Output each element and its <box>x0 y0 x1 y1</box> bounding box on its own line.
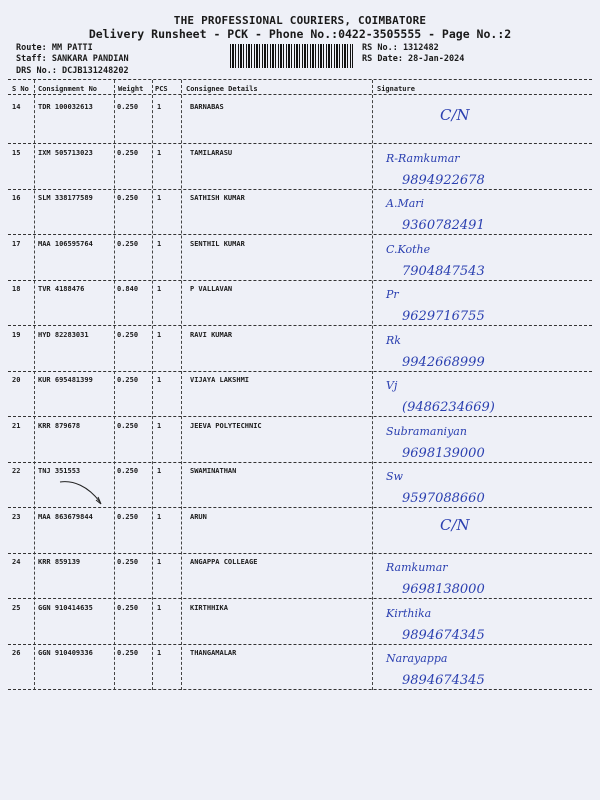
row-weight: 0.250 <box>117 512 139 521</box>
route-label: Route: MM PATTI <box>16 43 93 53</box>
row-consignment-no: TNJ 351553 <box>38 467 81 475</box>
row-consignment-no: TVR 4188476 <box>38 285 85 293</box>
table-row <box>0 644 600 690</box>
signature-phone-handwriting: 9942668999 <box>402 354 485 370</box>
rs-date: RS Date: 28-Jan-2024 <box>362 54 465 64</box>
row-weight: 0.250 <box>117 467 139 475</box>
signature-phone-handwriting: 9698138000 <box>402 582 485 597</box>
col-header-consignment: Consignment No <box>38 85 98 93</box>
row-sno: 23 <box>12 512 21 521</box>
row-consignment-no: KUR 695481399 <box>38 376 93 384</box>
row-sno: 18 <box>12 285 21 293</box>
row-consignee: ANGAPPA COLLEAGE <box>190 558 258 566</box>
signature-phone-handwriting: (9486234669) <box>402 400 495 415</box>
row-signature <box>378 144 593 190</box>
header-top-rule <box>8 79 592 80</box>
row-pcs: 1 <box>157 421 162 430</box>
row-pcs: 1 <box>157 376 162 384</box>
row-sno: 15 <box>12 148 21 157</box>
row-pcs: 1 <box>157 649 162 657</box>
row-sno: 21 <box>12 421 21 430</box>
table-row <box>0 553 600 599</box>
barcode <box>230 44 353 68</box>
row-sno: 16 <box>12 194 21 202</box>
table-row <box>0 235 600 281</box>
row-signature <box>378 98 593 144</box>
col-header-consignee: Consignee Details <box>186 85 258 93</box>
row-consignee: JEEVA POLYTECHNIC <box>190 421 262 430</box>
row-consignment-no: GGN 910414635 <box>38 603 93 612</box>
signature-name-handwriting: Kirthika <box>386 606 432 620</box>
row-weight: 0.250 <box>117 649 139 657</box>
row-consignee: VIJAYA LAKSHMI <box>190 376 250 384</box>
signature-phone-handwriting: 7904847543 <box>402 263 485 279</box>
signature-phone-handwriting: 9894674345 <box>402 627 485 643</box>
row-pcs: 1 <box>157 603 162 612</box>
table-row <box>0 326 600 372</box>
signature-name-handwriting: Sw <box>386 470 403 483</box>
col-header-signature: Signature <box>377 85 415 93</box>
row-weight: 0.250 <box>117 194 139 202</box>
signature-phone-handwriting: 9360782491 <box>402 218 485 233</box>
row-sno: 26 <box>12 649 21 657</box>
row-weight: 0.250 <box>117 558 139 566</box>
signature-phone-handwriting: 9698139000 <box>402 445 485 461</box>
row-consignee: SENTHIL KUMAR <box>190 239 245 248</box>
row-consignee: THANGAMALAR <box>190 649 237 657</box>
row-consignment-no: MAA 106595764 <box>38 239 93 248</box>
table-row <box>0 508 600 554</box>
rs-number: RS No.: 1312482 <box>362 43 439 53</box>
row-signature <box>378 371 593 417</box>
row-signature <box>378 189 593 235</box>
row-consignment-no: TDR 100032613 <box>38 103 93 111</box>
runsheet-subtitle: Delivery Runsheet - PCK - Phone No.:0422-3505555 - Page No.:2 <box>88 27 512 41</box>
row-consignee: P VALLAVAN <box>190 285 233 293</box>
row-consignee: BARNABAS <box>190 103 224 111</box>
row-pcs: 1 <box>157 194 162 202</box>
row-consignee: RAVI KUMAR <box>190 330 233 339</box>
table-row <box>0 371 600 417</box>
signature-name-handwriting: Vj <box>386 379 398 392</box>
col-header-weight: Weight <box>118 85 144 93</box>
pen-mark-icon <box>58 478 108 508</box>
row-consignment-no: IXM 505713023 <box>38 148 93 157</box>
row-sno: 17 <box>12 239 21 248</box>
signature-name-handwriting: C/N <box>440 106 470 124</box>
table-row <box>0 98 600 144</box>
table-row <box>0 599 600 645</box>
col-header-pcs: PCS <box>155 85 168 93</box>
row-consignee: TAMILARASU <box>190 148 233 157</box>
row-pcs: 1 <box>157 467 162 475</box>
row-weight: 0.250 <box>117 376 139 384</box>
row-weight: 0.840 <box>117 285 139 293</box>
row-consignment-no: MAA 863679844 <box>38 512 93 521</box>
row-signature <box>378 644 593 690</box>
row-sno: 14 <box>12 103 21 111</box>
signature-phone-handwriting: 9597088660 <box>402 491 485 506</box>
row-weight: 0.250 <box>117 330 139 339</box>
row-consignee: ARUN <box>190 512 207 521</box>
signature-name-handwriting: C.Kothe <box>386 242 431 256</box>
signature-phone-handwriting: 9894922678 <box>402 172 485 188</box>
header-bottom-rule <box>8 94 592 95</box>
company-title: THE PROFESSIONAL COURIERS, COIMBATORE <box>173 14 427 27</box>
row-signature <box>378 599 593 645</box>
row-pcs: 1 <box>157 285 162 293</box>
row-weight: 0.250 <box>117 421 139 430</box>
row-consignee: KIRTHHIKA <box>190 603 228 612</box>
table-row <box>0 189 600 235</box>
row-pcs: 1 <box>157 148 162 157</box>
row-weight: 0.250 <box>117 103 139 111</box>
row-consignment-no: GGN 910409336 <box>38 649 93 657</box>
signature-phone-handwriting: 9894674345 <box>402 673 485 688</box>
row-signature <box>378 235 593 281</box>
row-consignment-no: HYD 82283031 <box>38 330 89 339</box>
signature-phone-handwriting: 9629716755 <box>402 309 485 324</box>
signature-name-handwriting: R-Ramkumar <box>386 151 460 165</box>
signature-name-handwriting: A.Mari <box>386 197 425 210</box>
row-pcs: 1 <box>157 239 162 248</box>
signature-name-handwriting: Ramkumar <box>386 561 448 574</box>
row-consignment-no: KRR 859139 <box>38 558 81 566</box>
col-header-sno: S No <box>12 85 29 93</box>
row-divider <box>8 689 592 690</box>
row-sno: 20 <box>12 376 21 384</box>
row-signature <box>378 508 593 554</box>
signature-name-handwriting: Pr <box>386 288 399 301</box>
row-consignment-no: SLM 338177589 <box>38 194 93 202</box>
row-consignment-no: KRR 879678 <box>38 421 81 430</box>
row-weight: 0.250 <box>117 148 139 157</box>
row-consignee: SATHISH KUMAR <box>190 194 245 202</box>
row-signature <box>378 326 593 372</box>
row-signature <box>378 553 593 599</box>
row-pcs: 1 <box>157 512 162 521</box>
table-row <box>0 280 600 326</box>
row-consignee: SWAMINATHAN <box>190 467 237 475</box>
row-weight: 0.250 <box>117 603 139 612</box>
row-signature <box>378 462 593 508</box>
row-signature <box>378 280 593 326</box>
signature-name-handwriting: Rk <box>386 333 401 347</box>
row-signature <box>378 417 593 463</box>
staff-label: Staff: SANKARA PANDIAN <box>16 54 129 64</box>
signature-name-handwriting: Subramaniyan <box>386 424 467 438</box>
table-row <box>0 417 600 463</box>
row-sno: 24 <box>12 558 21 566</box>
drs-label: DRS No.: DCJB131248202 <box>16 66 129 76</box>
row-sno: 25 <box>12 603 21 612</box>
table-row <box>0 144 600 190</box>
signature-name-handwriting: C/N <box>440 515 470 534</box>
row-pcs: 1 <box>157 103 162 111</box>
row-pcs: 1 <box>157 558 162 566</box>
row-weight: 0.250 <box>117 239 139 248</box>
signature-name-handwriting: Narayappa <box>386 652 448 665</box>
row-pcs: 1 <box>157 330 162 339</box>
row-sno: 19 <box>12 330 21 339</box>
row-sno: 22 <box>12 467 21 475</box>
